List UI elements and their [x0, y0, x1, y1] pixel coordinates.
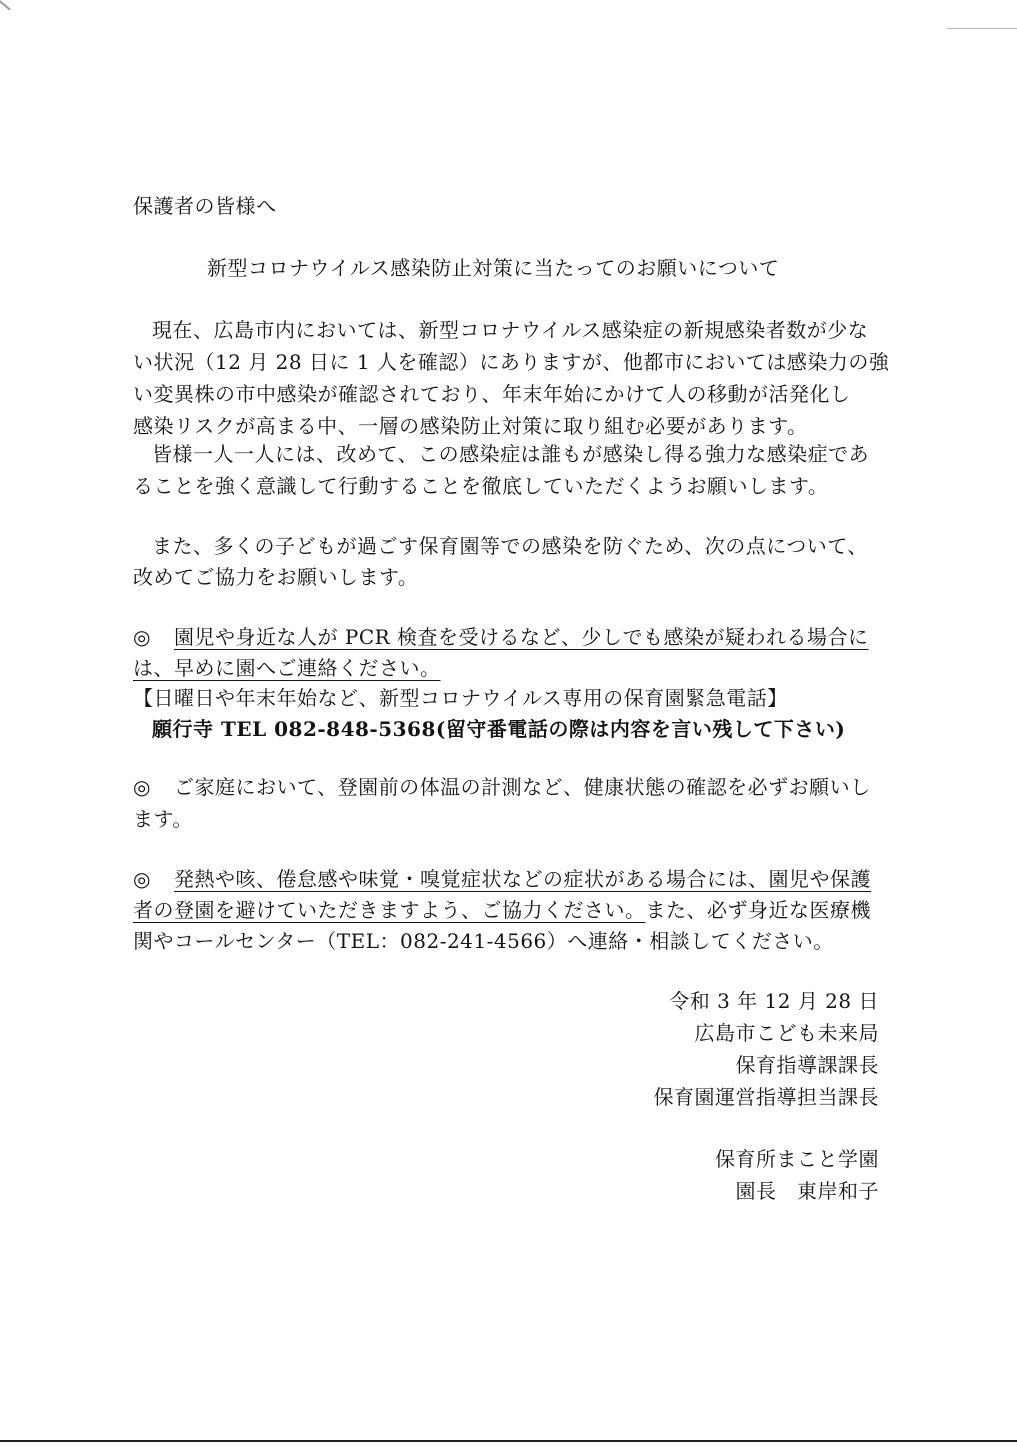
- emergency-heading: 【日曜日や年末年始など、新型コロナウイルス専用の保育園緊急電話】: [133, 686, 788, 710]
- para3-line2: 改めてご協力をお願いします。: [133, 565, 419, 589]
- item2-line1: ご家庭において、登園前の体温の計測など、健康状態の確認を必ずお願いし: [174, 775, 871, 799]
- para1-line1: 現在、広島市内においては、新型コロナウイルス感染症の新規感染者数が少な: [152, 318, 869, 342]
- para2-line2: ることを強く意識して行動することを徹底していただくようお願いします。: [133, 474, 829, 498]
- item3-line2-rest: また、必ず身近な医療機: [645, 898, 871, 922]
- signature-principal: 園長 東岸和子: [735, 1179, 879, 1203]
- signature-org: 広島市こども未来局: [694, 1021, 879, 1045]
- scan-edge-mark-right: [947, 28, 1017, 29]
- item1-line2: は、早めに園へご連絡ください。: [133, 656, 441, 680]
- signature-dept2: 保育園運営指導担当課長: [653, 1085, 879, 1109]
- scan-bottom-edge: [0, 1440, 1017, 1442]
- item3-mark: ◎: [133, 867, 151, 891]
- para1-line4: 感染リスクが高まる中、一層の感染防止対策に取り組む必要があります。: [133, 414, 808, 438]
- item1-mark: ◎: [133, 625, 151, 649]
- item3-line2-underlined: 者の登園を避けていただきますよう、ご協力ください。: [133, 898, 646, 922]
- emergency-contact: 願行寺 TEL 082-848-5368(留守番電話の際は内容を言い残して下さい): [152, 717, 846, 741]
- signature-date: 令和 3 年 12 月 28 日: [669, 989, 879, 1013]
- para1-line2: い状況（12 月 28 日に 1 人を確認）にありますが、他都市においては感染力の強: [133, 350, 890, 374]
- item3-line2: [133, 896, 871, 924]
- signature-school: 保育所まこと学園: [715, 1147, 879, 1171]
- item1-line1: 園児や身近な人が PCR 検査を受けるなど、少しでも感染が疑われる場合に: [174, 625, 869, 649]
- para3-line1: また、多くの子どもが過ごす保育園等での感染を防ぐため、次の点について、: [152, 534, 868, 558]
- letter-title: 新型コロナウイルス感染防止対策に当たってのお願いについて: [207, 256, 780, 280]
- salutation: 保護者の皆様へ: [133, 194, 277, 218]
- item2-mark: ◎: [133, 775, 151, 799]
- scan-edge-mark: [0, 0, 11, 11]
- item2-line2: ます。: [133, 807, 193, 831]
- item3-line1: 発熱や咳、倦怠感や味覚・嗅覚症状などの症状がある場合には、園児や保護: [174, 867, 871, 891]
- item3-line3: 関やコールセンター（TEL：082-241-4566）へ連絡・相談してください。: [133, 929, 834, 953]
- para2-line1: 皆様一人一人には、改めて、この感染症は誰もが感染し得る強力な感染症であ: [152, 442, 870, 466]
- signature-dept1: 保育指導課課長: [735, 1053, 879, 1077]
- para1-line3: い変異株の市中感染が確認されており、年末年始にかけて人の移動が活発化し: [133, 382, 851, 406]
